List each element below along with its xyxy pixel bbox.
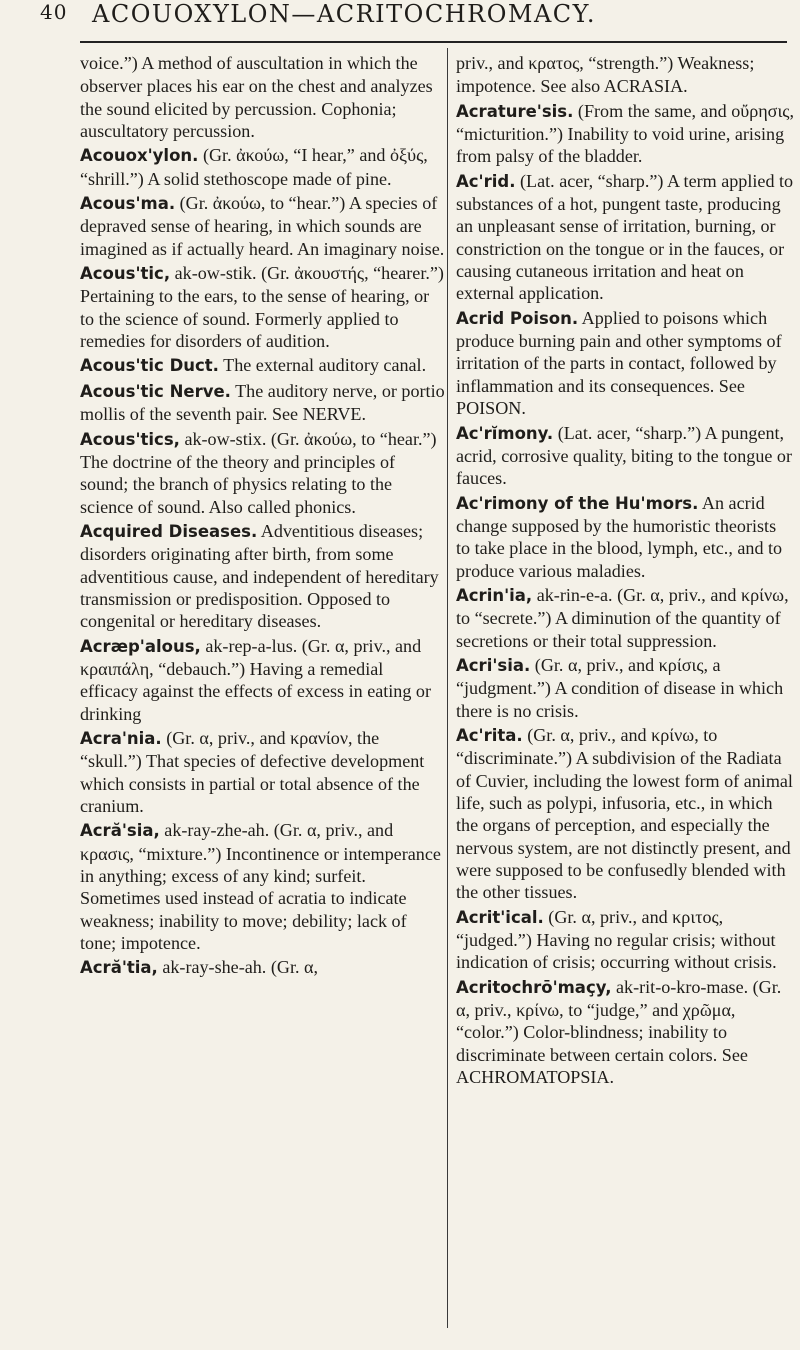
- dictionary-entry: [456, 654, 794, 722]
- entry-headword: Acræp'alous,: [80, 636, 201, 656]
- entry-headword: Acri'sia.: [456, 655, 531, 675]
- dictionary-entry: [80, 520, 445, 633]
- dictionary-entry: [80, 354, 445, 377]
- dictionary-entry: [456, 724, 794, 904]
- dictionary-entry: [456, 100, 794, 168]
- entry-definition: ak-rit-o-kro-mase. (Gr. α, priv., κρίνω, to “judge,” and χρῶμα, “color.”) Color-blindness; inability to discriminate between certain colors. See ACHROMATOPSIA.: [456, 976, 782, 1088]
- dictionary-entry: [80, 428, 445, 518]
- right-column: [456, 52, 794, 1090]
- dictionary-entry: [456, 52, 794, 98]
- entry-definition: ak-ow-stik. (Gr. ἀκουστής, “hearer.”) Pertaining to the ears, to the sense of hearing, or to the science of sound. Formerly applied to remedies for disorders of audition.: [80, 263, 444, 352]
- entry-definition: (Gr. ἀκούω, to “hear.”) A species of depraved sense of hearing, in which sounds are imagined as if actually heard. An imaginary noise.: [80, 193, 445, 259]
- page-number: 40: [40, 0, 68, 24]
- entry-definition: ak-rep-a-lus. (Gr. α, priv., and κραιπάλη, “debauch.”) Having a remedial efficacy against the effects of excess in eating or drinking: [80, 635, 431, 724]
- entry-headword: Acous'tic Duct.: [80, 356, 219, 376]
- dictionary-entry: [80, 192, 445, 260]
- entry-definition: ak-rin-e-a. (Gr. α, priv., and κρίνω, to “secrete.”) A diminution of the quantity of secretions or their total suppression.: [456, 584, 789, 651]
- entry-headword: Acră'sia,: [80, 821, 160, 841]
- dictionary-entry: [456, 906, 794, 974]
- entry-definition: ak-ray-she-ah. (Gr. α,: [157, 957, 319, 978]
- column-divider: [447, 48, 448, 1328]
- entry-headword: Acrin'ia,: [456, 585, 533, 605]
- entry-definition: The auditory nerve, or portio mollis of the seventh pair. See NERVE.: [80, 380, 445, 425]
- header-rule: [80, 41, 787, 43]
- dictionary-entry: [80, 380, 445, 426]
- entry-headword: Acouox'ylon.: [80, 146, 199, 166]
- dictionary-entry: [80, 635, 445, 725]
- entry-definition: ak-ray-zhe-ah. (Gr. α, priv., and κρασις, “mixture.”) Incontinence or intemperance in anything; excess of any kind; surfeit. Sometimes used instead of acratia to indicate weakness; inability to move; debility; lack of tone; impotence.: [80, 820, 441, 954]
- entry-headword: Acous'ma.: [80, 194, 176, 214]
- entry-definition: voice.”) A method of auscultation in which the observer places his ear on the chest and analyzes the sound elicited by percussion. Cophonia; auscultatory percussion.: [80, 53, 433, 142]
- entry-definition: (Lat. acer, “sharp.”) A pungent, acrid, corrosive quality, biting to the tongue or fauces.: [456, 422, 792, 489]
- entry-definition: The external auditory canal.: [218, 355, 427, 376]
- left-column: [80, 52, 445, 982]
- dictionary-entry: [80, 144, 445, 190]
- entry-headword: Ac'rid.: [456, 171, 516, 191]
- entry-definition: (From the same, and οὔρησις, “micturition.”) Inability to void urine, arising from palsy of the bladder.: [456, 100, 794, 167]
- entry-headword: Acrit'ical.: [456, 907, 544, 927]
- entry-headword: Ac'rimony of the Hu'mors.: [456, 493, 699, 513]
- entry-definition: (Gr. ἀκούω, “I hear,” and ὀξύς, “shrill.”) A solid stethoscope made of pine.: [80, 145, 428, 189]
- entry-headword: Acrature'sis.: [456, 101, 574, 121]
- entry-definition: ak-ow-stix. (Gr. ἀκούω, to “hear.”) The doctrine of the theory and principles of sound; the branch of physics relating to the science of sound. Also called phonics.: [80, 428, 437, 517]
- entry-headword: Acrid Poison.: [456, 308, 579, 328]
- entry-headword: Acquired Diseases.: [80, 521, 258, 541]
- entry-headword: Acous'tics,: [80, 429, 180, 449]
- entry-definition: (Gr. α, priv., and κρίσις, a “judgment.”) A condition of disease in which there is no crisis.: [456, 654, 784, 721]
- entry-definition: Adventitious diseases; disorders originating after birth, from some adventitious cause, and independent of hereditary transmission or predisposition. Opposed to congenital or hereditary diseases.: [80, 520, 439, 632]
- dictionary-entry: [456, 492, 794, 582]
- entry-headword: Acră'tia,: [80, 958, 158, 978]
- entry-headword: Acous'tic Nerve.: [80, 381, 231, 401]
- entry-definition: An acrid change supposed by the humoristic theorists to take place in the blood, lymph, etc., and to produce various maladies.: [456, 492, 783, 581]
- dictionary-entry: [80, 956, 445, 979]
- dictionary-entry: [456, 422, 794, 490]
- dictionary-entry: [80, 52, 445, 142]
- entry-headword: Acritochrō'maçy,: [456, 977, 612, 997]
- dictionary-entry: [80, 819, 445, 954]
- entry-headword: Ac'rita.: [456, 725, 523, 745]
- entry-definition: (Lat. acer, “sharp.”) A term applied to substances of a hot, pungent taste, producing an unpleasant sense of irritation, burning, or constriction on the tongue or in the fauces, or causing cutaneous irritation and heat on external application.: [456, 170, 794, 304]
- dictionary-entry: [456, 976, 794, 1089]
- entry-headword: Ac'rĭmony.: [456, 423, 554, 443]
- dictionary-entry: [456, 584, 794, 652]
- dictionary-entry: [80, 262, 445, 352]
- dictionary-entry: [456, 170, 794, 305]
- entry-definition: priv., and κρατος, “strength.”) Weakness; impotence. See also ACRASIA.: [456, 53, 755, 97]
- entry-definition: (Gr. α, priv., and κρίνω, to “discriminate.”) A subdivision of the Radiata of Cuvier, including the lowest form of animal life, such as polypi, infusoria, etc., in which the organs of perception, and especially the nervous system, are not distinctly present, and were supposed to be confusedly blended with the other tissues.: [456, 724, 793, 903]
- entry-definition: (Gr. α, priv., and κριτος, “judged.”) Having no regular crisis; without indication of crisis; occurring without crisis.: [456, 906, 777, 973]
- entry-headword: Acous'tic,: [80, 264, 171, 284]
- dictionary-entry: [456, 307, 794, 420]
- running-title: ACOUOXYLON—ACRITOCHROMACY.: [92, 0, 597, 28]
- dictionary-entry: [80, 727, 445, 817]
- entry-definition: (Gr. α, priv., and κρανίον, the “skull.”) That species of defective development which consists in partial or total absence of the cranium.: [80, 727, 425, 816]
- entry-headword: Acra'nia.: [80, 728, 162, 748]
- entry-definition: Applied to poisons which produce burning pain and other symptoms of irritation of the parts in contact, followed by inflammation and its consequences. See POISON.: [456, 307, 782, 419]
